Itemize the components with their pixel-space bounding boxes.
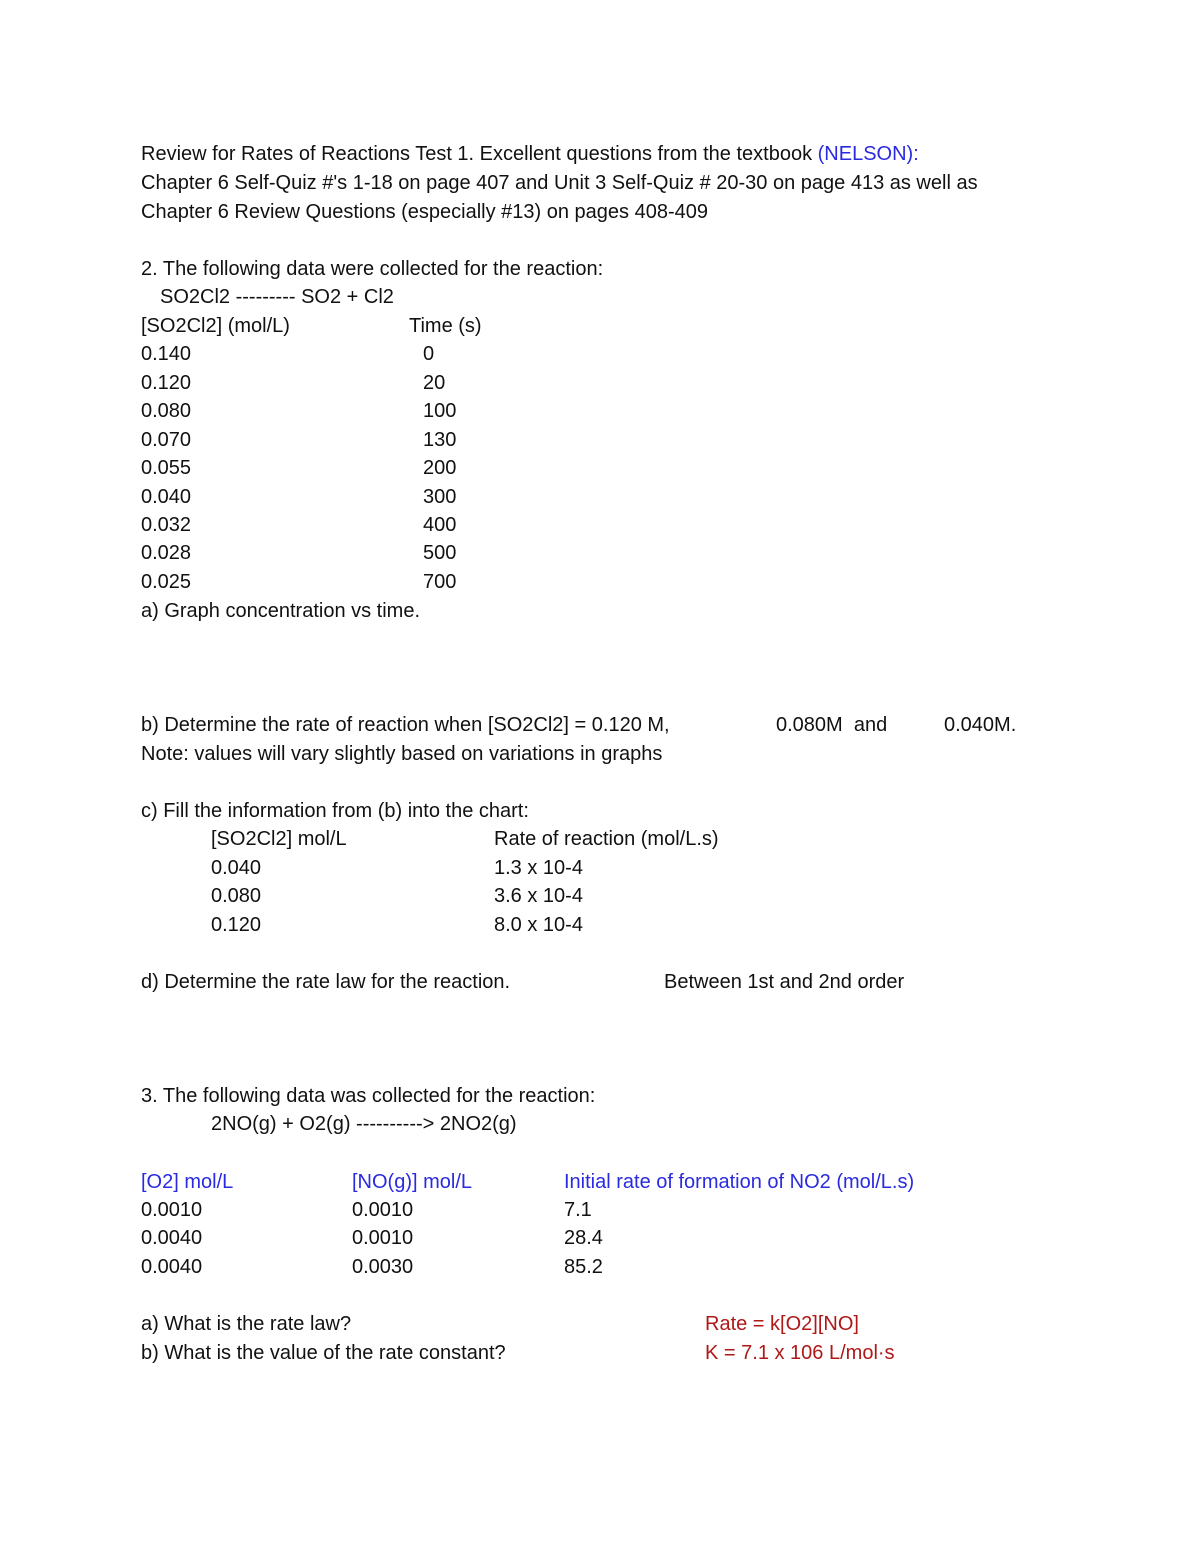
q2-part-b-value-2: 0.080M and <box>776 714 888 736</box>
q3-rate-cell: 28.4 <box>564 1227 603 1249</box>
q2-part-d-answer: Between 1st and 2nd order <box>664 971 905 993</box>
intro-line-3: Chapter 6 Review Questions (especially #13) on pages 408-409 <box>141 201 709 223</box>
q2-c-concentration-cell: 0.080 <box>211 885 262 907</box>
q3-no-cell: 0.0030 <box>352 1256 414 1278</box>
q2-part-a: a) Graph concentration vs time. <box>141 600 421 622</box>
q3-equation: 2NO(g) + O2(g) ----------> 2NO2(g) <box>211 1113 517 1135</box>
q2-part-d: d) Determine the rate law for the reaction. <box>141 971 511 993</box>
q3-part-b: b) What is the value of the rate constant? <box>141 1342 506 1364</box>
q3-rate-cell: 85.2 <box>564 1256 603 1278</box>
q2-concentration-cell: 0.120 <box>141 372 192 394</box>
q2-c-rate-cell: 3.6 x 10-4 <box>494 885 583 907</box>
q2-c-header-concentration: [SO2Cl2] mol/L <box>211 828 347 850</box>
q2-part-b-note: Note: values will vary slightly based on variations in graphs <box>141 743 663 765</box>
q2-part-c: c) Fill the information from (b) into the chart: <box>141 800 529 822</box>
q2-part-b: b) Determine the rate of reaction when [SO2Cl2] = 0.120 M, <box>141 714 670 736</box>
q3-o2-cell: 0.0040 <box>141 1256 203 1278</box>
q2-c-rate-cell: 8.0 x 10-4 <box>494 914 583 936</box>
q2-c-concentration-cell: 0.120 <box>211 914 262 936</box>
q2-concentration-cell: 0.055 <box>141 457 192 479</box>
q2-c-concentration-cell: 0.040 <box>211 857 262 879</box>
q2-header-time: Time (s) <box>409 315 482 337</box>
intro-line-2: Chapter 6 Self-Quiz #'s 1-18 on page 407 and Unit 3 Self-Quiz # 20-30 on page 413 as well as <box>141 172 978 194</box>
q3-part-a: a) What is the rate law? <box>141 1313 352 1335</box>
intro-line-1 <box>141 142 919 166</box>
q3-header-rate: Initial rate of formation of NO2 (mol/L.s) <box>564 1171 915 1193</box>
q2-concentration-cell: 0.040 <box>141 486 192 508</box>
q2-concentration-cell: 0.080 <box>141 400 192 422</box>
q2-equation: SO2Cl2 --------- SO2 + Cl2 <box>160 286 394 308</box>
q2-prompt: 2. The following data were collected for the reaction: <box>141 258 604 280</box>
q2-concentration-cell: 0.140 <box>141 343 192 365</box>
q3-no-cell: 0.0010 <box>352 1227 414 1249</box>
q3-o2-cell: 0.0010 <box>141 1199 203 1221</box>
q2-concentration-cell: 0.025 <box>141 571 192 593</box>
q3-rate-cell: 7.1 <box>564 1199 592 1221</box>
q2-time-cell: 300 <box>423 486 457 508</box>
q2-c-rate-cell: 1.3 x 10-4 <box>494 857 583 879</box>
q3-o2-cell: 0.0040 <box>141 1227 203 1249</box>
q3-part-b-answer: K = 7.1 x 106 L/mol·s <box>705 1342 895 1364</box>
q2-header-concentration: [SO2Cl2] (mol/L) <box>141 315 290 337</box>
q2-c-header-rate: Rate of reaction (mol/L.s) <box>494 828 719 850</box>
q2-time-cell: 500 <box>423 542 457 564</box>
q2-time-cell: 0 <box>423 343 435 365</box>
q2-time-cell: 200 <box>423 457 457 479</box>
q3-header-o2: [O2] mol/L <box>141 1171 234 1193</box>
q3-prompt: 3. The following data was collected for the reaction: <box>141 1085 596 1107</box>
q2-time-cell: 20 <box>423 372 446 394</box>
intro-text: Review for Rates of Reactions Test 1. Excellent questions from the textbook <box>141 143 818 165</box>
q2-time-cell: 400 <box>423 514 457 536</box>
q3-no-cell: 0.0010 <box>352 1199 414 1221</box>
q2-time-cell: 700 <box>423 571 457 593</box>
textbook-name: (NELSON): <box>817 143 919 165</box>
q3-part-a-answer: Rate = k[O2][NO] <box>705 1313 859 1335</box>
q2-concentration-cell: 0.032 <box>141 514 192 536</box>
q2-time-cell: 130 <box>423 429 457 451</box>
q2-concentration-cell: 0.070 <box>141 429 192 451</box>
q2-concentration-cell: 0.028 <box>141 542 192 564</box>
q2-time-cell: 100 <box>423 400 457 422</box>
q3-header-no: [NO(g)] mol/L <box>352 1171 473 1193</box>
q2-part-b-value-3: 0.040M. <box>944 714 1017 736</box>
